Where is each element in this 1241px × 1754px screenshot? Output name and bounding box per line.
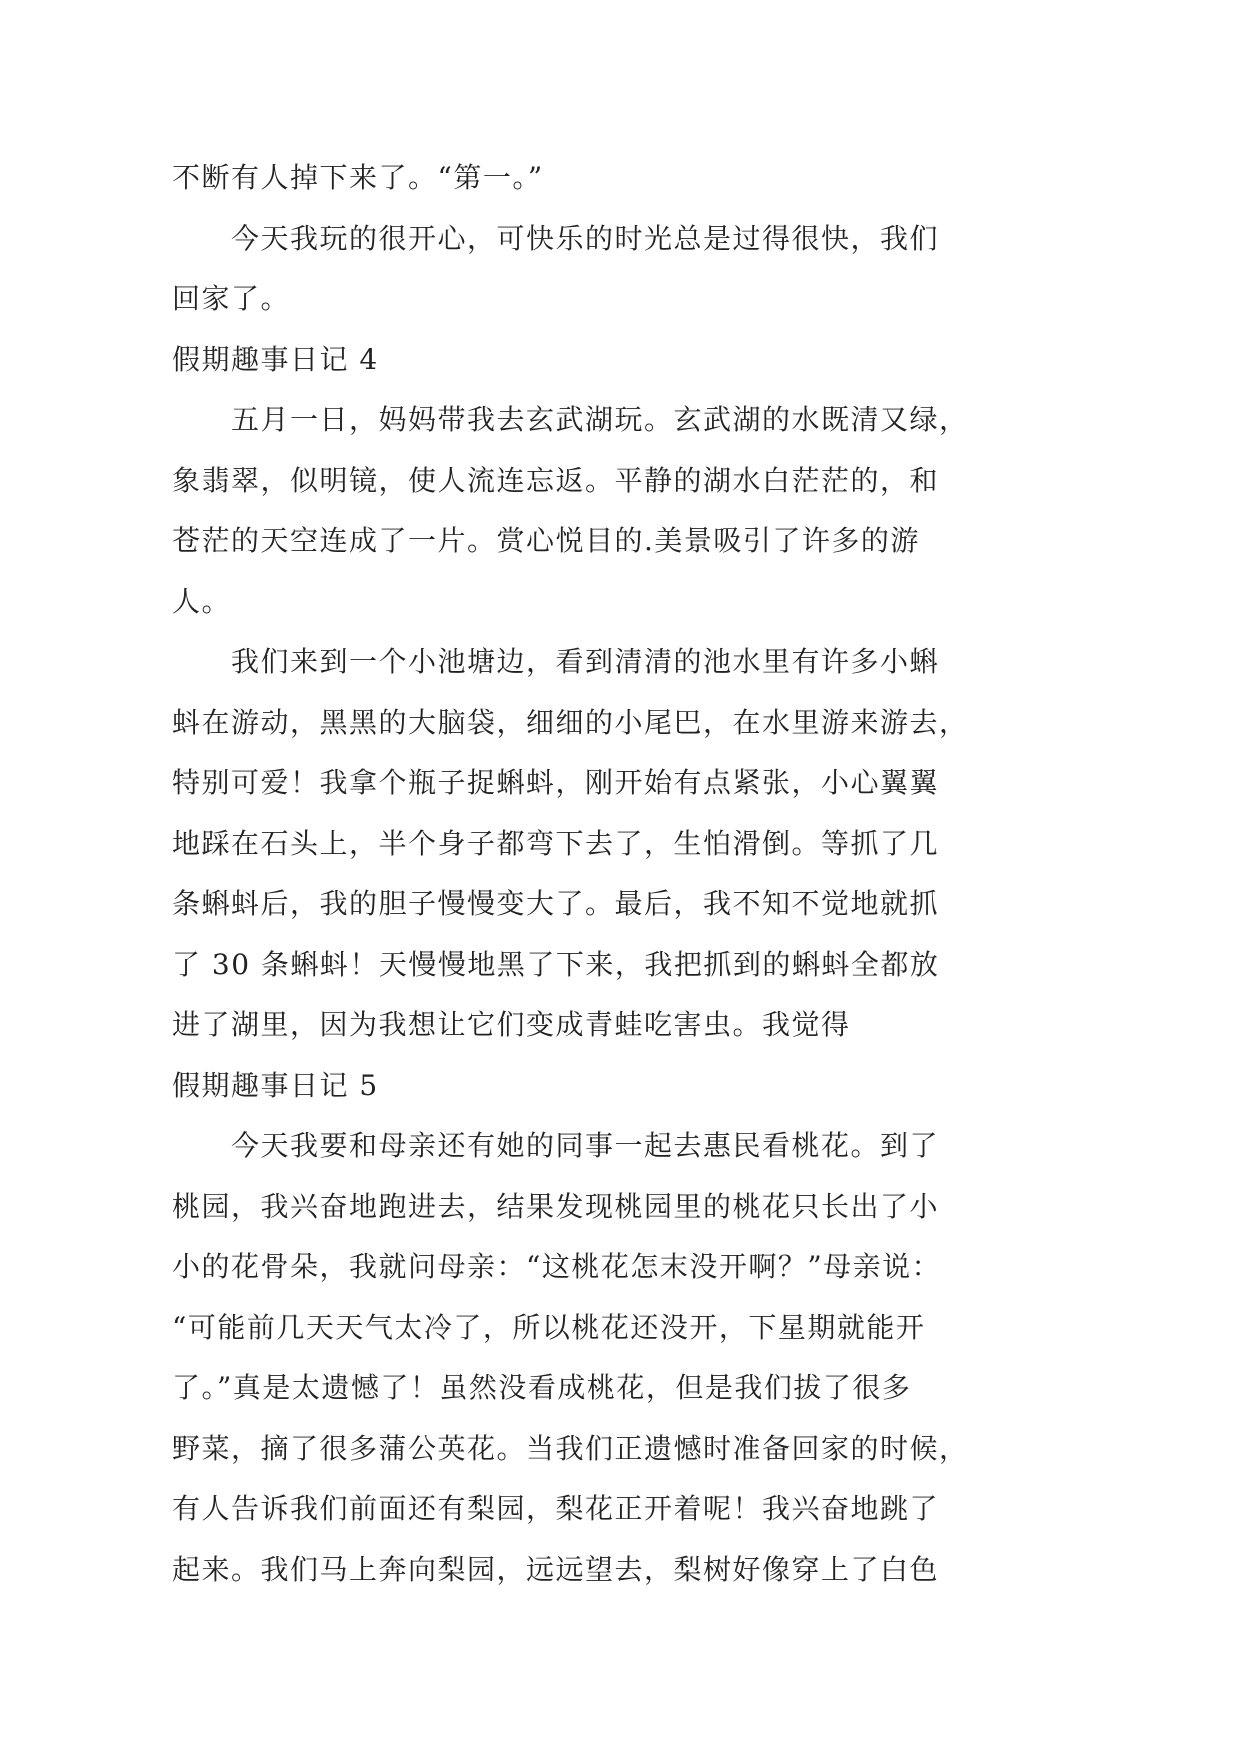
paragraph <box>172 390 1112 632</box>
text-line: 桃园，我兴奋地跑进去，结果发现桃园里的桃花只长出了小 <box>172 1189 940 1223</box>
text-line: “可能前几天天气太冷了，所以桃花还没开，下星期就能开 <box>172 1310 926 1344</box>
continued-paragraph <box>172 148 1112 209</box>
text-line: 特别可爱！我拿个瓶子捉蝌蚪，刚开始有点紧张，小心翼翼 <box>172 766 940 799</box>
text-line: 野菜，摘了很多蒲公英花。当我们正遗憾时准备回家的时候， <box>172 1431 969 1465</box>
text-line: 蚪在游动，黑黑的大脑袋，细细的小尾巴，在水里游来游去， <box>172 705 969 739</box>
document-body <box>172 148 1112 1600</box>
text-line: 进了湖里，因为我想让它们变成青蛙吃害虫。我觉得 <box>172 1008 851 1041</box>
text-line: 不断有人掉下来了。“第一。” <box>172 161 544 194</box>
text-line: 今天我要和母亲还有她的同事一起去惠民看桃花。到了 <box>231 1129 940 1162</box>
paragraph <box>172 632 1112 1056</box>
text-line: 苍茫的天空连成了一片。赏心悦目的.美景吸引了许多的游 <box>172 524 920 557</box>
text-line: 地踩在石头上，半个身子都弯下去了，生怕滑倒。等抓了几 <box>172 826 940 860</box>
text-line: 有人告诉我们前面还有梨园，梨花正开着呢！我兴奋地跳了 <box>172 1492 940 1525</box>
text-line: 象翡翠，似明镜，使人流连忘返。平静的湖水白茫茫的，和 <box>172 463 940 497</box>
text-line: 五月一日，妈妈带我去玄武湖玩。玄武湖的水既清又绿， <box>231 403 969 436</box>
text-line: 了 30 条蝌蚪！天慢慢地黑了下来，我把抓到的蝌蚪全都放 <box>172 947 940 981</box>
text-line: 今天我玩的很开心，可快乐的时光总是过得很快，我们 <box>231 221 940 255</box>
text-line: 小的花骨朵，我就问母亲：“这桃花怎末没开啊？”母亲说： <box>172 1250 942 1283</box>
diary-heading-5: 假期趣事日记 5 <box>172 1068 379 1102</box>
text-line: 我们来到一个小池塘边，看到清清的池水里有许多小蝌 <box>231 645 940 678</box>
text-line: 回家了。 <box>172 282 291 315</box>
text-line: 起来。我们马上奔向梨园，远远望去，梨树好像穿上了白色 <box>172 1552 940 1586</box>
text-line: 人。 <box>172 584 232 618</box>
paragraph <box>172 209 1112 330</box>
diary-heading-4: 假期趣事日记 4 <box>172 342 379 376</box>
text-line: 条蝌蚪后，我的胆子慢慢变大了。最后，我不知不觉地就抓 <box>172 887 940 920</box>
text-line: 了。”真是太遗憾了！虽然没看成桃花，但是我们拔了很多 <box>172 1371 912 1404</box>
paragraph <box>172 1116 1112 1600</box>
